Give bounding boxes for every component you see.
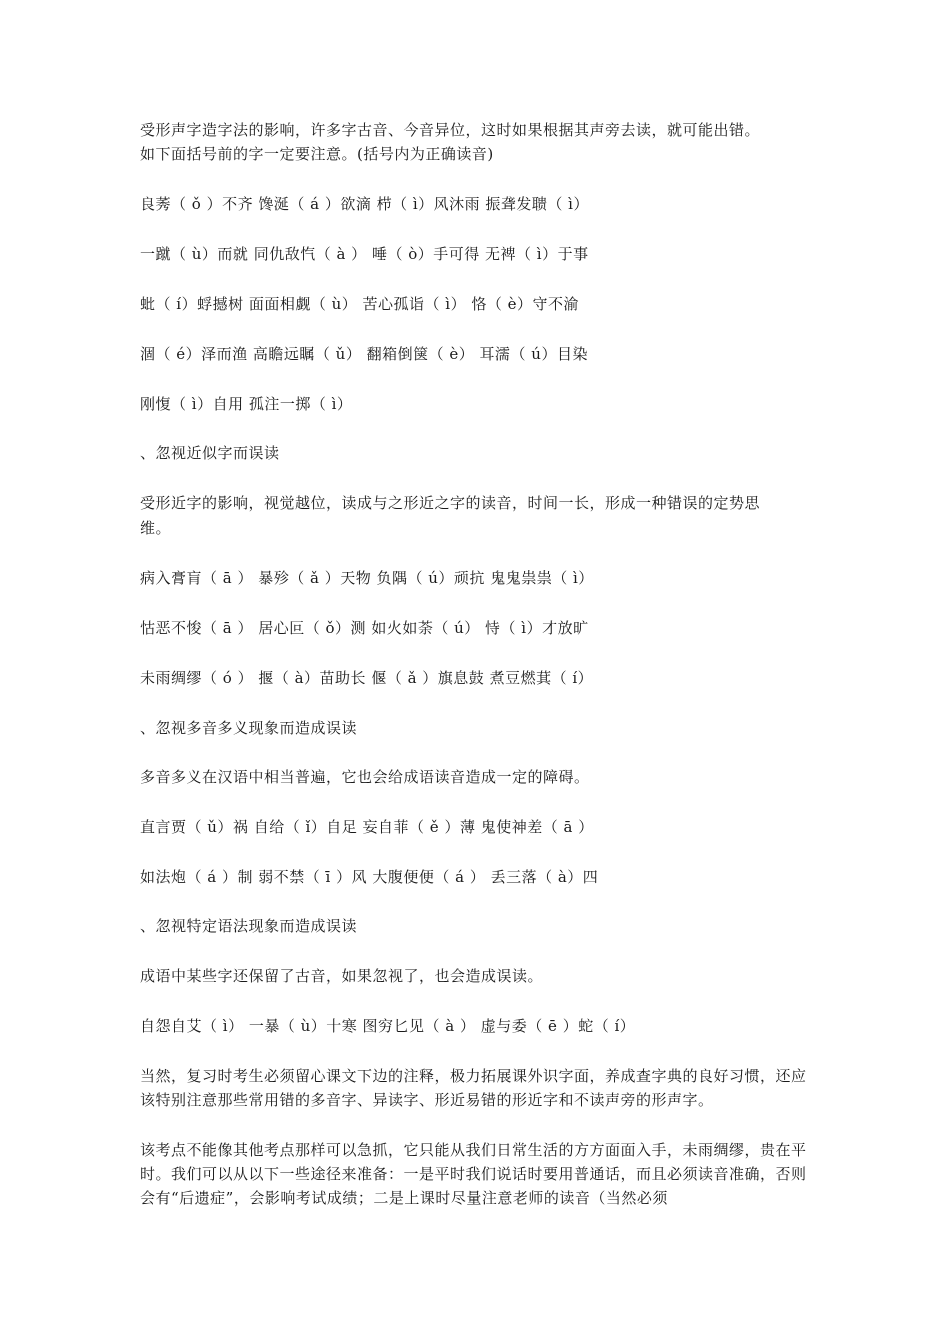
idiom-line-7: 怙恶不悛（ ā ） 居心叵（ ǒ）测 如火如荼（ ú） 恃（ ì）才放旷 [140, 619, 589, 637]
idiom-line-9: 直言贾（ ǔ）祸 自给（ ǐ）自足 妄自菲（ ě ）薄 鬼使神差（ ā ） [140, 818, 594, 836]
paragraph-grammar: 成语中某些字还保留了古音，如果忽视了，也会造成误读。 [140, 967, 544, 985]
idiom-line-3: 蚍（ í）蜉撼树 面面相觑（ ù） 苦心孤诣（ ì） 恪（ è）守不渝 [140, 295, 580, 313]
paragraph-similar-chars-line-2: 维。 [140, 519, 172, 537]
section-heading-similar-chars: 、忽视近似字而误读 [140, 444, 280, 462]
section-heading-polyphones: 、忽视多音多义现象而造成误读 [140, 719, 358, 737]
paragraph-intro-line-2: 如下面括号前的字一定要注意。(括号内为正确读音) [140, 145, 494, 163]
paragraph-preparation: 该考点不能像其他考点那样可以急抓，它只能从我们日常生活的方方面面入手，未雨绸缪，贵在平时。我们可以从以下一些途径来准备：一是平时我们说话时要用普通话，而且必须读音准确，否则会有“后遗症”，会影响考试成绩；二是上课时尽量注意老师的读音（当然必须 [140, 1141, 807, 1207]
paragraph-polyphones: 多音多义在汉语中相当普遍，它也会给成语读音造成一定的障碍。 [140, 768, 590, 786]
paragraph-review-advice: 当然，复习时考生必须留心课文下边的注释，极力拓展课外识字面，养成查字典的良好习惯，还应该特别注意那些常用错的多音字、异读字、形近易错的形近字和不读声旁的形声字。 [140, 1067, 807, 1109]
idiom-line-10: 如法炮（ á ）制 弱不禁（ ī ）风 大腹便便（ á ） 丢三落（ à）四 [140, 868, 599, 886]
section-heading-grammar: 、忽视特定语法现象而造成误读 [140, 917, 358, 935]
idiom-line-8: 未雨绸缪（ ó ） 揠（ à）苗助长 偃（ ǎ ）旗息鼓 煮豆燃萁（ í） [140, 669, 594, 687]
paragraph-similar-chars-line-1: 受形近字的影响，视觉越位，读成与之形近之字的读音，时间一长，形成一种错误的定势思 [140, 494, 761, 512]
idiom-line-11: 自怨自艾（ ì） 一暴（ ù）十寒 图穷匕见（ à ） 虚与委（ ē ）蛇（ í） [140, 1017, 636, 1035]
paragraph-intro-line-1: 受形声字造字法的影响，许多字古音、今音异位，这时如果根据其声旁去读，就可能出错。 [140, 121, 761, 139]
idiom-line-5: 刚愎（ ì）自用 孤注一掷（ ì） [140, 395, 353, 413]
idiom-line-2: 一蹴（ ù）而就 同仇敌忾（ à ） 唾（ ò）手可得 无裨（ ì）于事 [140, 245, 589, 263]
idiom-line-4: 涸（ é）泽而渔 高瞻远瞩（ ǔ） 翻箱倒箧（ è） 耳濡（ ú）目染 [140, 345, 588, 363]
idiom-line-6: 病入膏肓（ ā ） 暴殄（ ǎ ）天物 负隅（ ú）顽抗 鬼鬼祟祟（ ì） [140, 569, 594, 587]
idiom-line-1: 良莠（ ǒ ）不齐 馋涎（ á ）欲滴 栉（ ì）风沐雨 振聋发聩（ ì） [140, 195, 589, 213]
